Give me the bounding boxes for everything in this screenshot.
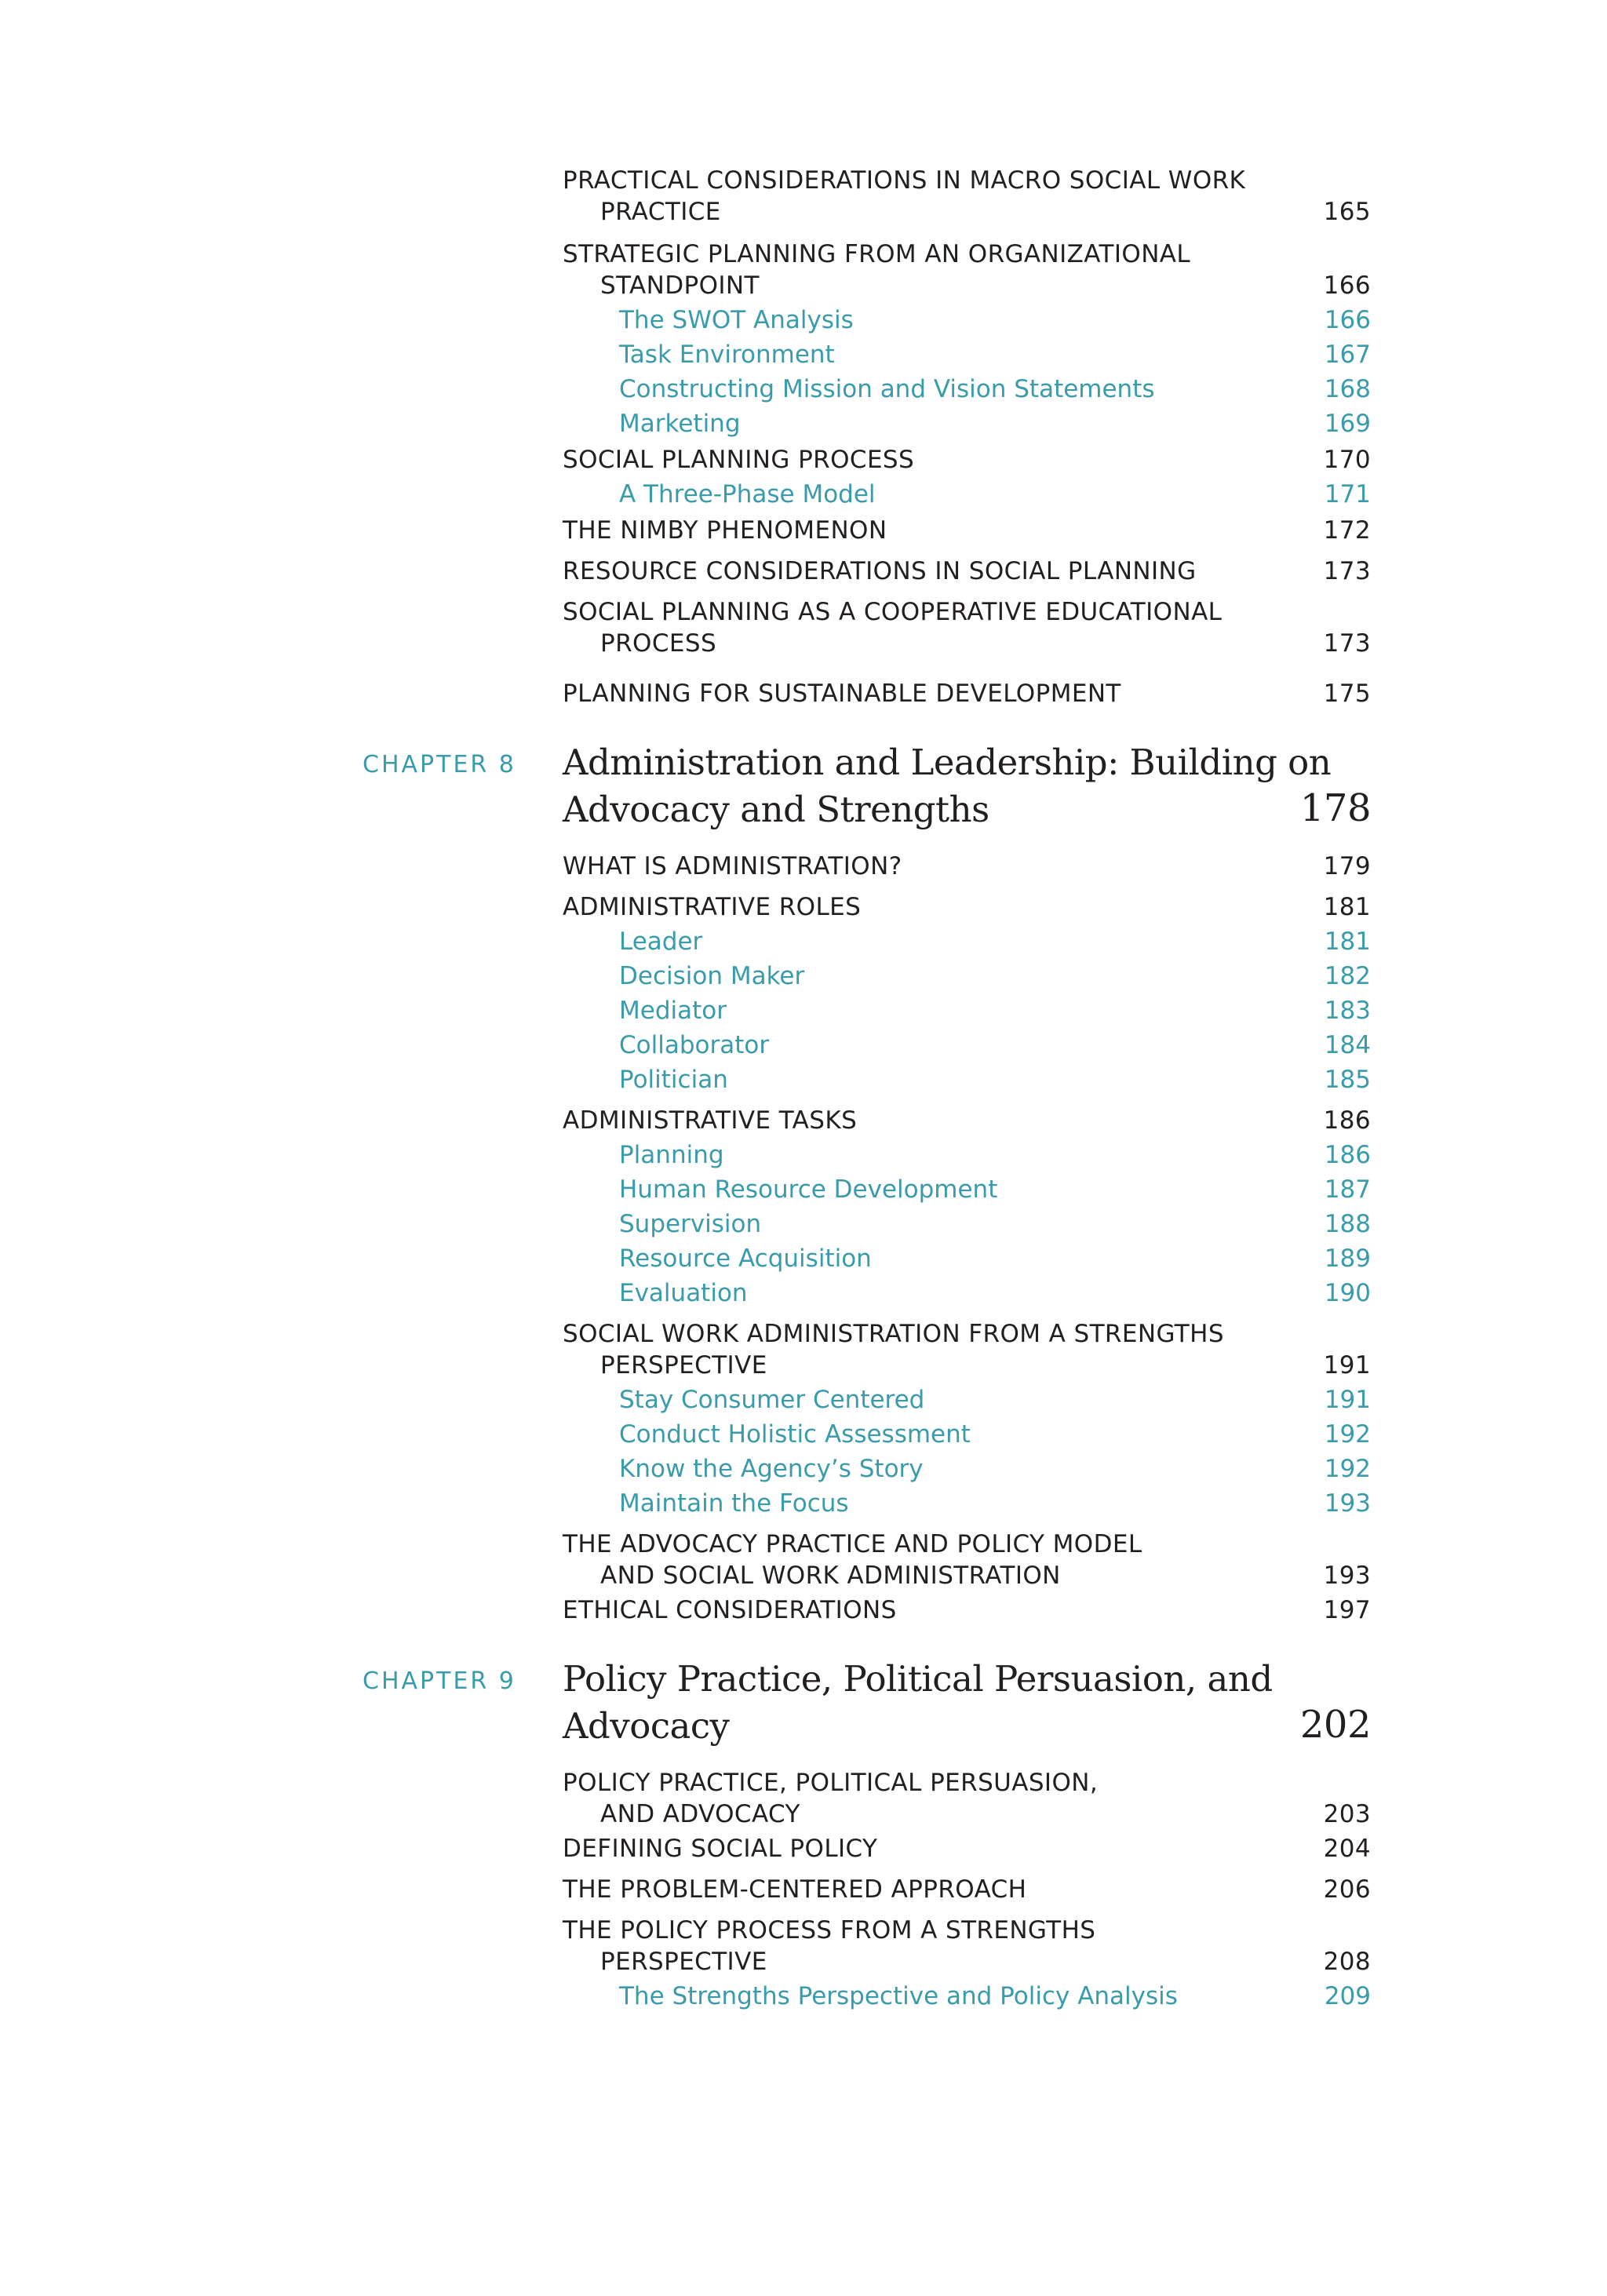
page-number: 173 (1323, 629, 1371, 658)
page-number: 172 (1323, 516, 1371, 545)
page-number: 166 (1324, 306, 1371, 334)
chapter-title-line: Administration and Leadership: Building on (563, 742, 1332, 783)
page-number: 169 (1324, 410, 1371, 438)
page-number: 197 (1323, 1596, 1371, 1624)
entry-title-line: A Three-Phase Model (619, 480, 876, 508)
page-number: 206 (1323, 1875, 1371, 1904)
page-number: 165 (1323, 198, 1371, 226)
page-number: 183 (1324, 997, 1371, 1025)
page-number: 192 (1324, 1420, 1371, 1449)
entry-title-line: Task Environment (619, 341, 835, 369)
page-number: 191 (1323, 1351, 1371, 1379)
entry-title-line: Leader (619, 928, 703, 956)
entry-title-line: SOCIAL PLANNING AS A COOPERATIVE EDUCATIONAL (563, 598, 1223, 626)
entry-title-line: Evaluation (619, 1279, 748, 1307)
page-number: 175 (1323, 680, 1371, 708)
entry-title-line: THE POLICY PROCESS FROM A STRENGTHS (563, 1916, 1096, 1944)
entry-title-line: PROCESS (600, 629, 717, 658)
entry-title-line: PRACTICAL CONSIDERATIONS IN MACRO SOCIAL WORK (563, 166, 1246, 195)
entry-title-line: SOCIAL PLANNING PROCESS (563, 446, 915, 474)
page-number: 167 (1324, 341, 1371, 369)
entry-title-line: DEFINING SOCIAL POLICY (563, 1835, 878, 1863)
page-number: 193 (1324, 1489, 1371, 1518)
page-number: 186 (1324, 1141, 1371, 1169)
chapter-label: CHAPTER 9 (363, 1667, 516, 1695)
entry-title-line: Know the Agency’s Story (619, 1455, 924, 1483)
entry-title-line: ADMINISTRATIVE TASKS (563, 1106, 858, 1135)
entry-title-line: WHAT IS ADMINISTRATION? (563, 852, 902, 880)
page-number: 187 (1324, 1175, 1371, 1204)
entry-title-line: THE NIMBY PHENOMENON (563, 516, 887, 545)
page-number: 189 (1324, 1245, 1371, 1273)
chapter-label: CHAPTER 8 (363, 751, 516, 778)
entry-title-line: Supervision (619, 1210, 762, 1238)
entry-title-line: STRATEGIC PLANNING FROM AN ORGANIZATIONAL (563, 240, 1191, 268)
page-number: 188 (1324, 1210, 1371, 1238)
entry-title-line: PLANNING FOR SUSTAINABLE DEVELOPMENT (563, 680, 1121, 708)
entry-title-line: The Strengths Perspective and Policy Analysis (619, 1982, 1178, 2010)
entry-title-line: ADMINISTRATIVE ROLES (563, 893, 862, 921)
page-number: 185 (1324, 1066, 1371, 1094)
entry-title-line: THE ADVOCACY PRACTICE AND POLICY MODEL (563, 1530, 1142, 1558)
entry-title-line: AND SOCIAL WORK ADMINISTRATION (600, 1562, 1061, 1590)
chapter-title-line: Advocacy (563, 1705, 730, 1747)
page-number: 173 (1323, 557, 1371, 585)
page-number: 204 (1323, 1835, 1371, 1863)
entry-title-line: Planning (619, 1141, 724, 1169)
page-number: 186 (1323, 1106, 1371, 1135)
page-number: 166 (1323, 272, 1371, 300)
entry-title-line: Marketing (619, 410, 741, 438)
entry-title-line: THE PROBLEM-CENTERED APPROACH (563, 1875, 1027, 1904)
page-number: 192 (1324, 1455, 1371, 1483)
entry-title-line: The SWOT Analysis (619, 306, 854, 334)
entry-title-line: PRACTICE (600, 198, 721, 226)
page-number: 182 (1324, 962, 1371, 990)
page-number: 170 (1323, 446, 1371, 474)
entry-title-line: POLICY PRACTICE, POLITICAL PERSUASION, (563, 1769, 1099, 1797)
page-number: 184 (1324, 1031, 1371, 1059)
page-number: 209 (1324, 1982, 1371, 2010)
page-number: 168 (1324, 375, 1371, 403)
page-number: 171 (1324, 480, 1371, 508)
chapter-title-line: Policy Practice, Political Persuasion, and (563, 1658, 1273, 1700)
entry-title-line: Constructing Mission and Vision Statements (619, 375, 1155, 403)
entry-title-line: ETHICAL CONSIDERATIONS (563, 1596, 897, 1624)
entry-title-line: RESOURCE CONSIDERATIONS IN SOCIAL PLANNING (563, 557, 1197, 585)
page-number: 203 (1323, 1800, 1371, 1828)
entry-title-line: SOCIAL WORK ADMINISTRATION FROM A STRENGTHS (563, 1320, 1224, 1348)
page-number: 181 (1323, 893, 1371, 921)
entry-title-line: STANDPOINT (600, 272, 760, 300)
entry-title-line: Decision Maker (619, 962, 805, 990)
chapter-page-number: 202 (1299, 1703, 1371, 1747)
entry-title-line: Collaborator (619, 1031, 770, 1059)
page-number: 181 (1324, 928, 1371, 956)
entry-title-line: Resource Acquisition (619, 1245, 872, 1273)
page-number: 193 (1323, 1562, 1371, 1590)
entry-title-line: PERSPECTIVE (600, 1351, 767, 1379)
entry-title-line: Maintain the Focus (619, 1489, 849, 1518)
entry-title-line: Human Resource Development (619, 1175, 998, 1204)
entry-title-line: PERSPECTIVE (600, 1948, 767, 1976)
page-number: 191 (1324, 1386, 1371, 1414)
chapter-page-number: 178 (1299, 786, 1371, 830)
entry-title-line: Mediator (619, 997, 727, 1025)
entry-title-line: Conduct Holistic Assessment (619, 1420, 971, 1449)
entry-title-line: Stay Consumer Centered (619, 1386, 925, 1414)
page-number: 190 (1324, 1279, 1371, 1307)
page-number: 208 (1323, 1948, 1371, 1976)
entry-title-line: AND ADVOCACY (600, 1800, 800, 1828)
chapter-title-line: Advocacy and Strengths (563, 789, 989, 830)
entry-title-line: Politician (619, 1066, 728, 1094)
page-number: 179 (1323, 852, 1371, 880)
